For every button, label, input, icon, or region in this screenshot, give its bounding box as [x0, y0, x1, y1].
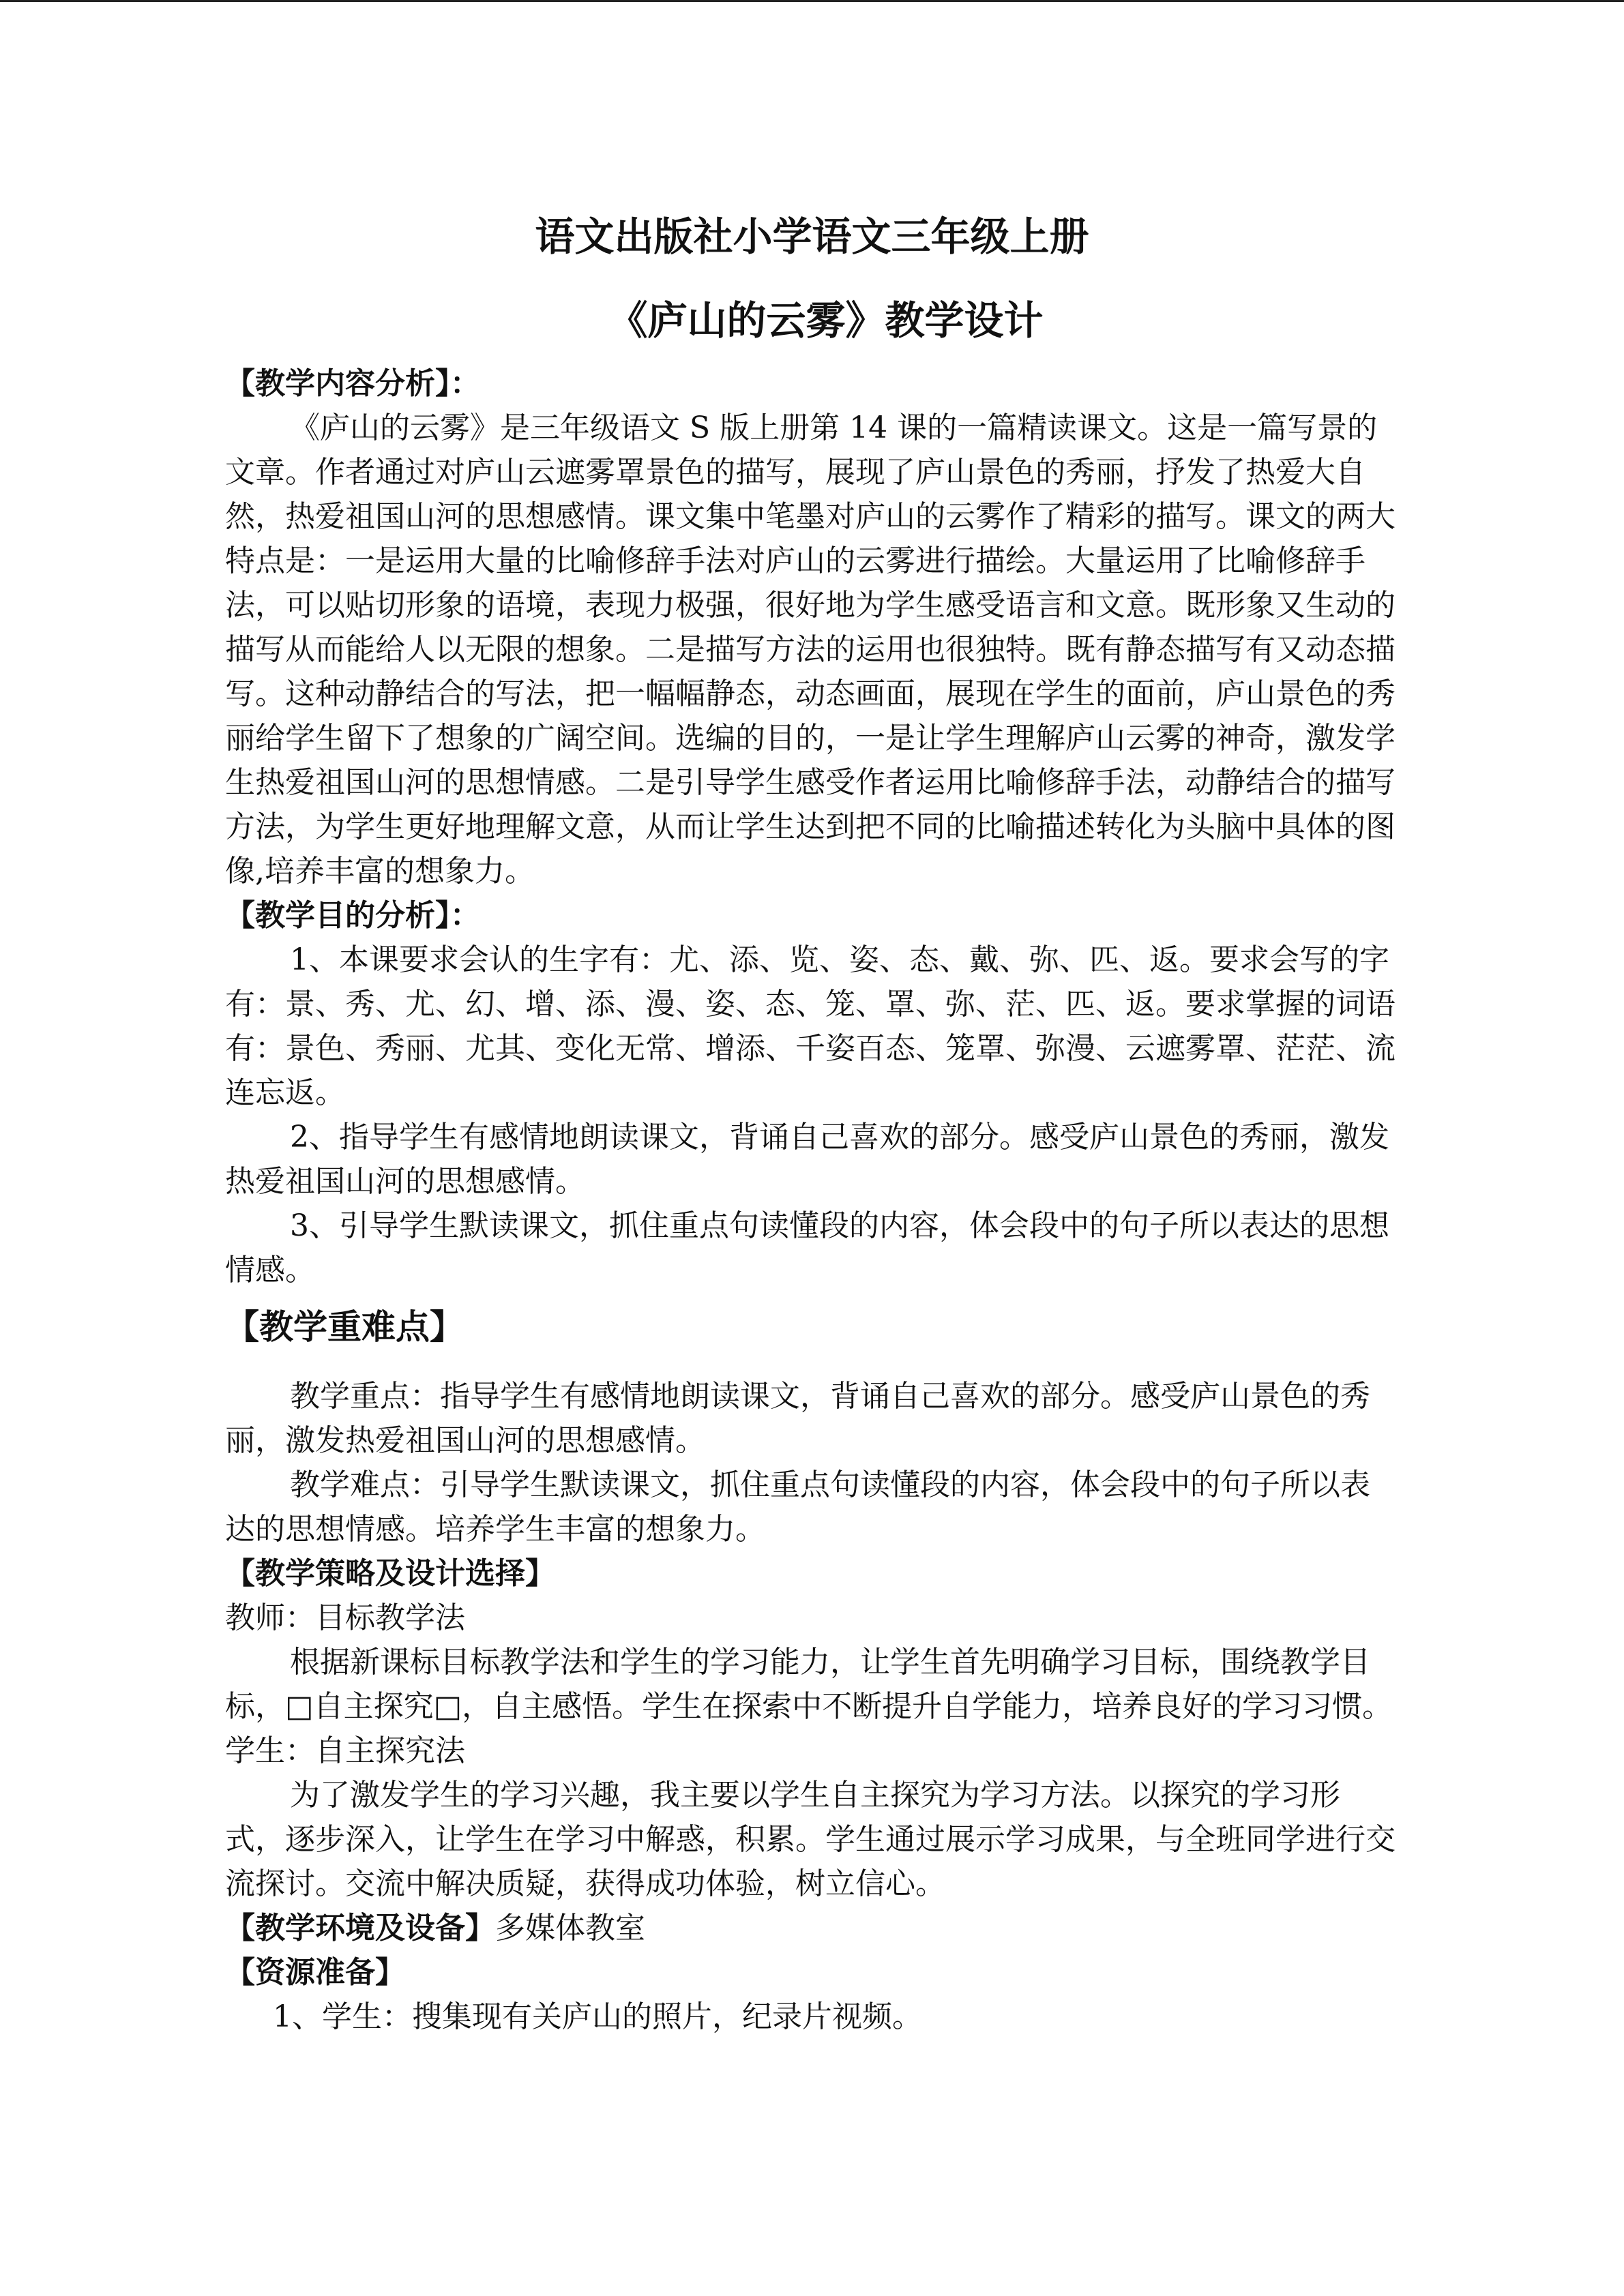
key-point-paragraph: 教学重点：指导学生有感情地朗读课文，背诵自己喜欢的部分。感受庐山景色的秀丽，激发热爱祖国山河的思想感情。: [225, 1379, 1370, 1458]
environment-value: 多媒体教室: [495, 1911, 645, 1945]
resource-item-1: 1、学生：搜集现有关庐山的照片，纪录片视频。: [273, 1999, 922, 2034]
objective-item-1: 1、本课要求会认的生字有：尤、添、览、姿、态、戴、弥、匹、返。要求会写的字有：景、秀、尤、幻、增、添、漫、姿、态、笼、罩、弥、茫、匹、返。要求掌握的词语有：景色、秀丽、尤其、变化无常、增添、千姿百态、笼罩、弥漫、云遮雾罩、茫茫、流连忘返。: [225, 942, 1396, 1110]
top-border: [0, 0, 1624, 2]
environment-line: [225, 1906, 1398, 1950]
section-heading-environment: 【教学环境及设备】: [225, 1911, 495, 1945]
document-title: 语文出版社小学语文三年级上册: [535, 213, 1089, 260]
section-heading-content-analysis: 【教学内容分析】：: [225, 366, 480, 401]
content-analysis-paragraph: 《庐山的云雾》是三年级语文 S 版上册第 14 课的一篇精读课文。这是一篇写景的文章。作者通过对庐山云遮雾罩景色的描写，展现了庐山景色的秀丽，抒发了热爱大自然，热爱祖国山河的思想感情。课文集中笔墨对庐山的云雾作了精彩的描写。课文的两大特点是：一是运用大量的比喻修辞手法对庐山的云雾进行描绘。大量运用了比喻修辞手法，可以贴切形象的语境，表现力极强，很好地为学生感受语言和文意。既形象又生动的描写从而能给人以无限的想象。二是描写方法的运用也很独特。既有静态描写有又动态描写。这种动静结合的写法，把一幅幅静态，动态画面，展现在学生的面前，庐山景色的秀丽给学生留下了想象的广阔空间。选编的目的，一是让学生理解庐山云雾的神奇，激发学生热爱祖国山河的思想情感。二是引导学生感受作者运用比喻修辞手法，动静结合的描写方法，为学生更好地理解文意，从而让学生达到把不同的比喻描述转化为头脑中具体的图像,培养丰富的想象力。: [225, 411, 1396, 889]
objective-item-3: 3、引导学生默读课文，抓住重点句读懂段的内容，体会段中的句子所以表达的思想情感。: [225, 1208, 1389, 1287]
section-heading-resources: 【资源准备】: [225, 1955, 405, 1990]
section-heading-strategy: 【教学策略及设计选择】: [225, 1556, 555, 1591]
teacher-method-paragraph: 根据新课标目标教学法和学生的学习能力，让学生首先明确学习目标，围绕教学目标，□自主探究□，自主感悟。学生在探索中不断提升自学能力，培养良好的学习习惯。: [225, 1645, 1393, 1724]
difficulty-paragraph: 教学难点：引导学生默读课文，抓住重点句读懂段的内容，体会段中的句子所以表达的思想情感。培养学生丰富的想象力。: [225, 1467, 1370, 1547]
section-heading-objectives: 【教学目的分析】：: [225, 898, 480, 933]
section-heading-key-points: 【教学重难点】: [225, 1307, 464, 1347]
document-subtitle: 《庐山的云雾》教学设计: [608, 297, 1044, 344]
objective-item-2: 2、指导学生有感情地朗读课文，背诵自己喜欢的部分。感受庐山景色的秀丽，激发热爱祖国山河的思想感情。: [225, 1120, 1389, 1199]
student-method-label: 学生：自主探究法: [225, 1733, 465, 1768]
teacher-method-label: 教师：目标教学法: [225, 1600, 465, 1635]
student-method-paragraph: 为了激发学生的学习兴趣，我主要以学生自主探究为学习方法。以探究的学习形式，逐步深入，让学生在学习中解惑，积累。学生通过展示学习成果，与全班同学进行交流探讨。交流中解决质疑，获得成功体验，树立信心。: [225, 1778, 1396, 1901]
document-body: [225, 361, 1398, 2039]
